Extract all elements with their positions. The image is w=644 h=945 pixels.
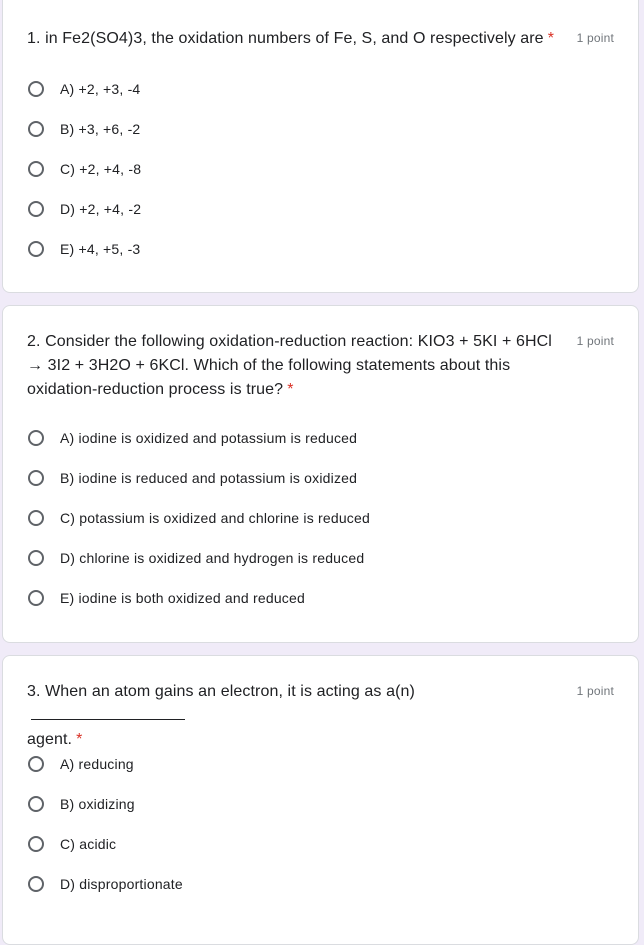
question-title: [27, 27, 554, 51]
option-label: D) chlorine is oxidized and hydrogen is reduced: [60, 550, 365, 566]
radio-button-icon[interactable]: [28, 836, 44, 852]
option-label: C) potassium is oxidized and chlorine is reduced: [60, 510, 370, 526]
required-asterisk: *: [76, 731, 83, 748]
radio-button-icon[interactable]: [28, 590, 44, 606]
option-label: A) reducing: [60, 756, 134, 772]
question-card-2: [2, 305, 639, 643]
question-card-1: [2, 0, 639, 293]
question-text: 2. Consider the following oxidation-reduction reaction: KIO3 + 5KI + 6HCl → 3I2 + 3H2O + 6KCl. Which of the following statements about this oxidation-reduction process is true?: [27, 333, 552, 398]
option-label: D) disproportionate: [60, 876, 183, 892]
option-d[interactable]: [27, 538, 614, 578]
option-c[interactable]: [27, 149, 614, 189]
option-e[interactable]: [27, 578, 614, 618]
radio-button-icon[interactable]: [28, 81, 44, 97]
points-label: 1 point: [576, 31, 614, 45]
points-label: 1 point: [576, 684, 614, 698]
options-list: [27, 418, 614, 618]
question-title: [27, 680, 561, 752]
question-header: [27, 680, 614, 752]
option-label: E) iodine is both oxidized and reduced: [60, 590, 305, 606]
question-text: 1. in Fe2(SO4)3, the oxidation numbers of Fe, S, and O respectively are: [27, 30, 544, 47]
option-a[interactable]: [27, 744, 614, 784]
option-e[interactable]: [27, 229, 614, 269]
question-card-3: [2, 655, 639, 945]
radio-button-icon[interactable]: [28, 876, 44, 892]
radio-button-icon[interactable]: [28, 201, 44, 217]
question-text-continued: agent.: [27, 731, 73, 748]
required-asterisk: *: [547, 30, 555, 47]
radio-button-icon[interactable]: [28, 161, 44, 177]
radio-button-icon[interactable]: [28, 510, 44, 526]
option-label: A) iodine is oxidized and potassium is reduced: [60, 430, 358, 446]
option-b[interactable]: [27, 109, 614, 149]
radio-button-icon[interactable]: [28, 470, 44, 486]
option-label: C) +2, +4, -8: [60, 161, 142, 177]
radio-button-icon[interactable]: [28, 550, 44, 566]
radio-button-icon[interactable]: [28, 241, 44, 257]
option-d[interactable]: [27, 864, 614, 904]
option-c[interactable]: [27, 824, 614, 864]
radio-button-icon[interactable]: [28, 430, 44, 446]
points-label: 1 point: [576, 334, 614, 348]
option-label: B) +3, +6, -2: [60, 121, 141, 137]
option-d[interactable]: [27, 189, 614, 229]
question-title: [27, 330, 561, 402]
radio-button-icon[interactable]: [28, 121, 44, 137]
option-a[interactable]: [27, 418, 614, 458]
question-header: [27, 27, 614, 51]
option-label: A) +2, +3, -4: [60, 81, 141, 97]
option-b[interactable]: [27, 458, 614, 498]
fill-in-blank-line: [31, 704, 185, 720]
options-list: [27, 744, 614, 904]
question-header: [27, 330, 614, 402]
options-list: [27, 69, 614, 269]
radio-button-icon[interactable]: [28, 796, 44, 812]
option-label: D) +2, +4, -2: [60, 201, 142, 217]
option-c[interactable]: [27, 498, 614, 538]
option-label: B) oxidizing: [60, 796, 135, 812]
question-text: 3. When an atom gains an electron, it is acting as a(n): [27, 683, 415, 700]
option-a[interactable]: [27, 69, 614, 109]
radio-button-icon[interactable]: [28, 756, 44, 772]
option-label: E) +4, +5, -3: [60, 241, 141, 257]
option-label: C) acidic: [60, 836, 117, 852]
option-label: B) iodine is reduced and potassium is oxidized: [60, 470, 358, 486]
option-b[interactable]: [27, 784, 614, 824]
required-asterisk: *: [287, 381, 294, 398]
